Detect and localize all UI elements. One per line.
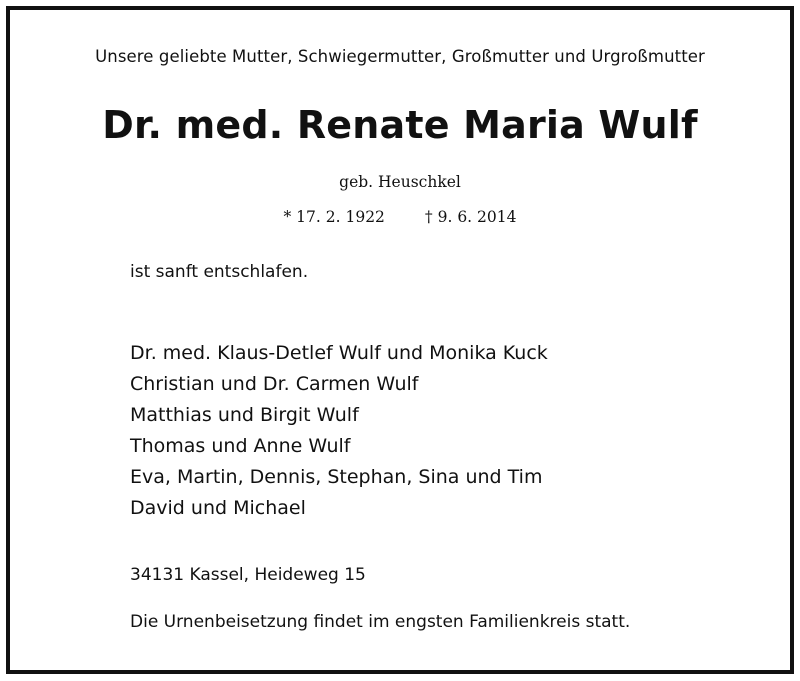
burial-note: Die Urnenbeisetzung findet im engsten Familienkreis statt. <box>130 612 631 632</box>
birth-date: * 17. 2. 1922 <box>283 208 385 226</box>
mourner-line: Dr. med. Klaus-Detlef Wulf und Monika Kuck <box>130 342 548 364</box>
life-dates <box>0 208 800 226</box>
mourner-line: Christian und Dr. Carmen Wulf <box>130 373 419 395</box>
mourner-line: Thomas und Anne Wulf <box>130 435 351 457</box>
mourner-line: David und Michael <box>130 497 306 519</box>
death-date: † 9. 6. 2014 <box>424 208 517 226</box>
mourner-line: Matthias und Birgit Wulf <box>130 404 359 426</box>
mourner-line: Eva, Martin, Dennis, Stephan, Sina und Tim <box>130 466 543 488</box>
deceased-name: Dr. med. Renate Maria Wulf <box>102 103 698 147</box>
intro-line: Unsere geliebte Mutter, Schwiegermutter, Großmutter und Urgroßmutter <box>95 47 705 66</box>
address: 34131 Kassel, Heideweg 15 <box>130 565 366 585</box>
passed-away-text: ist sanft entschlafen. <box>130 262 309 282</box>
maiden-name: geb. Heuschkel <box>339 173 461 191</box>
mourners-list <box>130 338 548 524</box>
